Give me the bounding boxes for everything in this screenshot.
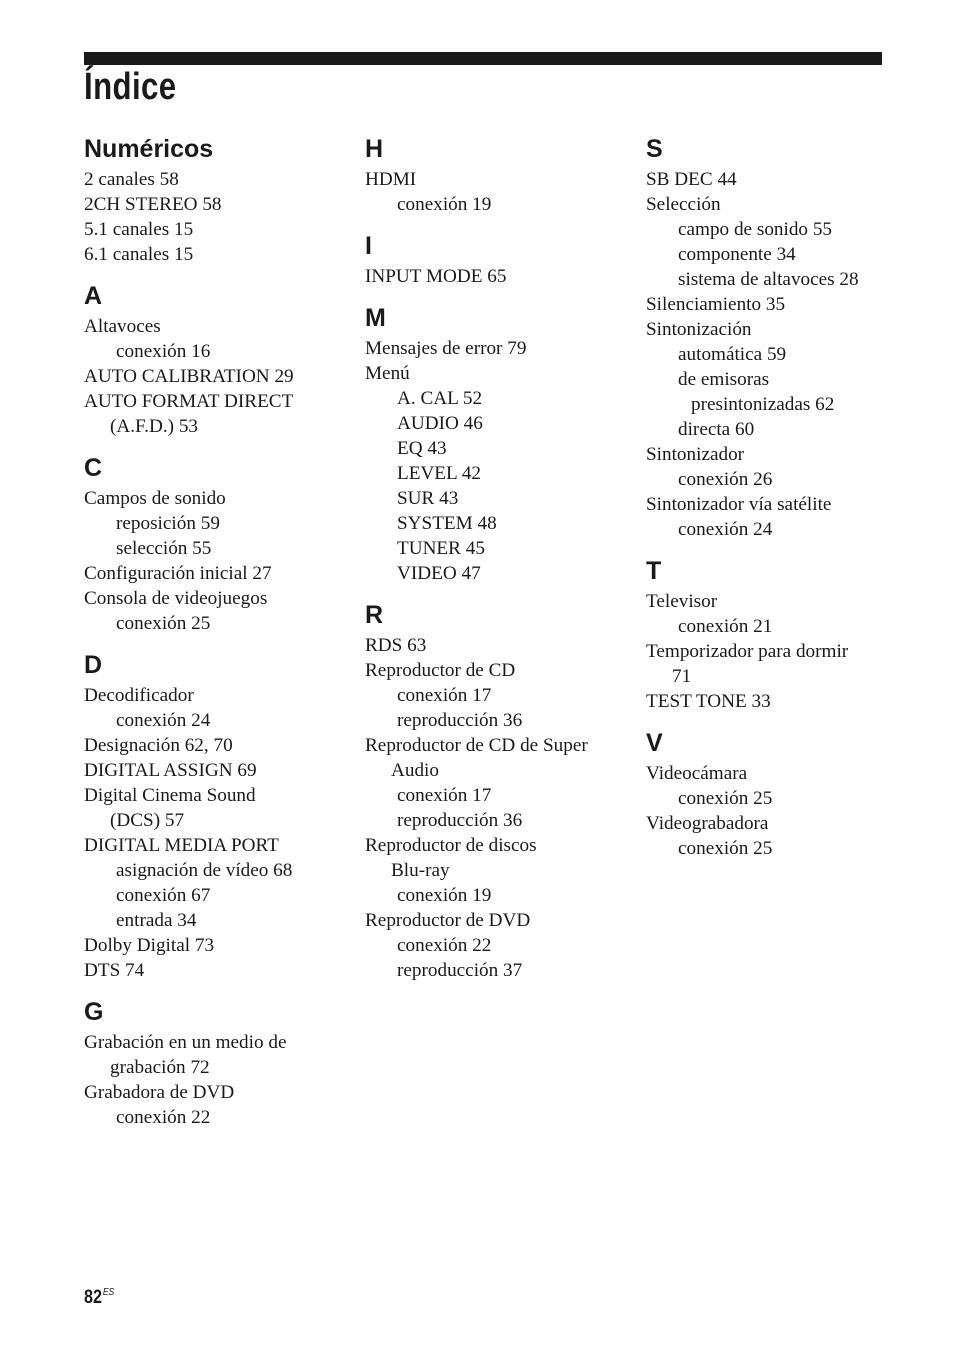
index-subentry: (A.F.D.) 53	[110, 416, 199, 437]
index-entry: DIGITAL MEDIA PORT	[84, 835, 279, 856]
index-column-2	[365, 132, 630, 995]
index-subentry: conexión 67	[116, 885, 211, 906]
index-entry: Sintonización	[646, 319, 752, 340]
index-subentry: (DCS) 57	[110, 810, 185, 831]
index-entry: Dolby Digital 73	[84, 935, 215, 956]
index-subentry: conexión 24	[678, 519, 773, 540]
index-entry: SB DEC 44	[646, 169, 737, 190]
index-subentry: conexión 22	[397, 935, 492, 956]
index-entry: Selección	[646, 194, 721, 215]
page-number-value: 82	[84, 1287, 102, 1308]
index-entry: Temporizador para dormir	[646, 641, 849, 662]
index-entry: AUTO FORMAT DIRECT	[84, 391, 294, 412]
page-language-code: ES	[102, 1287, 115, 1298]
index-section	[365, 229, 630, 289]
index-entry: Sintonizador	[646, 444, 745, 465]
index-entry: 2CH STEREO 58	[84, 194, 222, 215]
index-subentry: conexión 19	[397, 194, 492, 215]
index-subentry: entrada 34	[116, 910, 197, 931]
index-entry: 5.1 canales 15	[84, 219, 194, 240]
index-subentry: Blu-ray	[391, 860, 450, 881]
index-subentry: reproducción 36	[397, 810, 523, 831]
index-subentry: EQ 43	[397, 438, 447, 459]
index-entry: Configuración inicial 27	[84, 563, 272, 584]
section-heading: H	[365, 135, 384, 163]
index-subentry: conexión 17	[397, 785, 492, 806]
index-subentry: Audio	[391, 760, 439, 781]
index-entry: Televisor	[646, 591, 718, 612]
index-subentry: de emisoras	[678, 369, 770, 390]
index-entry: RDS 63	[365, 635, 427, 656]
section-heading: C	[84, 454, 103, 482]
section-heading: D	[84, 651, 103, 679]
index-subentry: conexión 25	[116, 613, 211, 634]
index-entry: Videograbadora	[646, 813, 769, 834]
page-title: Índice	[84, 66, 177, 108]
index-subentry: directa 60	[678, 419, 755, 440]
index-entry: Digital Cinema Sound	[84, 785, 256, 806]
index-entry: Menú	[365, 363, 410, 384]
index-section	[365, 598, 630, 983]
index-subentry: automática 59	[678, 344, 787, 365]
index-section	[84, 279, 349, 439]
index-entry: Campos de sonido	[84, 488, 226, 509]
index-entry: Reproductor de CD de Super	[365, 735, 588, 756]
index-subentry: conexión 21	[678, 616, 773, 637]
section-heading: Numéricos	[84, 135, 214, 163]
index-entry: Silenciamiento 35	[646, 294, 786, 315]
section-heading: V	[646, 729, 663, 757]
index-section	[84, 995, 349, 1130]
section-heading: S	[646, 135, 663, 163]
section-heading: T	[646, 557, 662, 585]
index-entry: Reproductor de CD	[365, 660, 516, 681]
index-entry: 6.1 canales 15	[84, 244, 194, 265]
index-subentry: conexión 24	[116, 710, 211, 731]
index-subentry: conexión 19	[397, 885, 492, 906]
index-entry: Reproductor de discos	[365, 835, 537, 856]
section-heading: G	[84, 998, 104, 1026]
index-subentry: campo de sonido 55	[678, 219, 833, 240]
index-section	[365, 132, 630, 217]
index-subentry: reposición 59	[116, 513, 220, 534]
index-subentry: conexión 16	[116, 341, 211, 362]
index-entry: Grabadora de DVD	[84, 1082, 235, 1103]
index-subentry: conexión 22	[116, 1107, 211, 1128]
index-section	[84, 648, 349, 983]
index-subentry: presintonizadas 62	[691, 394, 835, 415]
index-subentry: conexión 25	[678, 788, 773, 809]
index-section	[646, 554, 911, 714]
index-entry: HDMI	[365, 169, 417, 190]
index-entry: DIGITAL ASSIGN 69	[84, 760, 257, 781]
section-heading: I	[365, 232, 372, 260]
index-subentry: SYSTEM 48	[397, 513, 497, 534]
index-subentry: selección 55	[116, 538, 212, 559]
index-subentry: componente 34	[678, 244, 796, 265]
index-section	[646, 132, 911, 542]
index-column-3	[646, 132, 911, 873]
index-subentry: TUNER 45	[397, 538, 485, 559]
index-entry: Mensajes de error 79	[365, 338, 527, 359]
index-entry: Videocámara	[646, 763, 748, 784]
index-entry: Decodificador	[84, 685, 194, 706]
index-subentry: grabación 72	[110, 1057, 210, 1078]
index-entry: Reproductor de DVD	[365, 910, 531, 931]
index-entry: INPUT MODE 65	[365, 266, 507, 287]
index-section	[646, 726, 911, 861]
index-entry: Altavoces	[84, 316, 161, 337]
section-heading: A	[84, 282, 103, 310]
index-entry: Sintonizador vía satélite	[646, 494, 832, 515]
index-subentry: SUR 43	[397, 488, 459, 509]
index-subentry: conexión 17	[397, 685, 492, 706]
section-heading: R	[365, 601, 384, 629]
index-subentry: reproducción 37	[397, 960, 523, 981]
index-entry: Grabación en un medio de	[84, 1032, 287, 1053]
index-section	[365, 301, 630, 586]
index-entry: AUTO CALIBRATION 29	[84, 366, 294, 387]
index-subentry: 71	[672, 666, 692, 687]
index-section	[84, 451, 349, 636]
index-entry: TEST TONE 33	[646, 691, 771, 712]
index-subentry: reproducción 36	[397, 710, 523, 731]
index-column-1	[84, 132, 349, 1142]
index-entry: 2 canales 58	[84, 169, 179, 190]
page-number	[84, 1281, 114, 1310]
index-subentry: asignación de vídeo 68	[116, 860, 293, 881]
index-section	[84, 132, 349, 267]
top-rule	[84, 52, 882, 65]
index-entry: Designación 62, 70	[84, 735, 233, 756]
index-entry: DTS 74	[84, 960, 145, 981]
index-subentry: A. CAL 52	[397, 388, 483, 409]
index-subentry: sistema de altavoces 28	[678, 269, 859, 290]
index-subentry: AUDIO 46	[397, 413, 483, 434]
index-subentry: conexión 25	[678, 838, 773, 859]
index-subentry: VIDEO 47	[397, 563, 481, 584]
index-subentry: LEVEL 42	[397, 463, 482, 484]
section-heading: M	[365, 304, 386, 332]
index-subentry: conexión 26	[678, 469, 773, 490]
index-entry: Consola de videojuegos	[84, 588, 268, 609]
